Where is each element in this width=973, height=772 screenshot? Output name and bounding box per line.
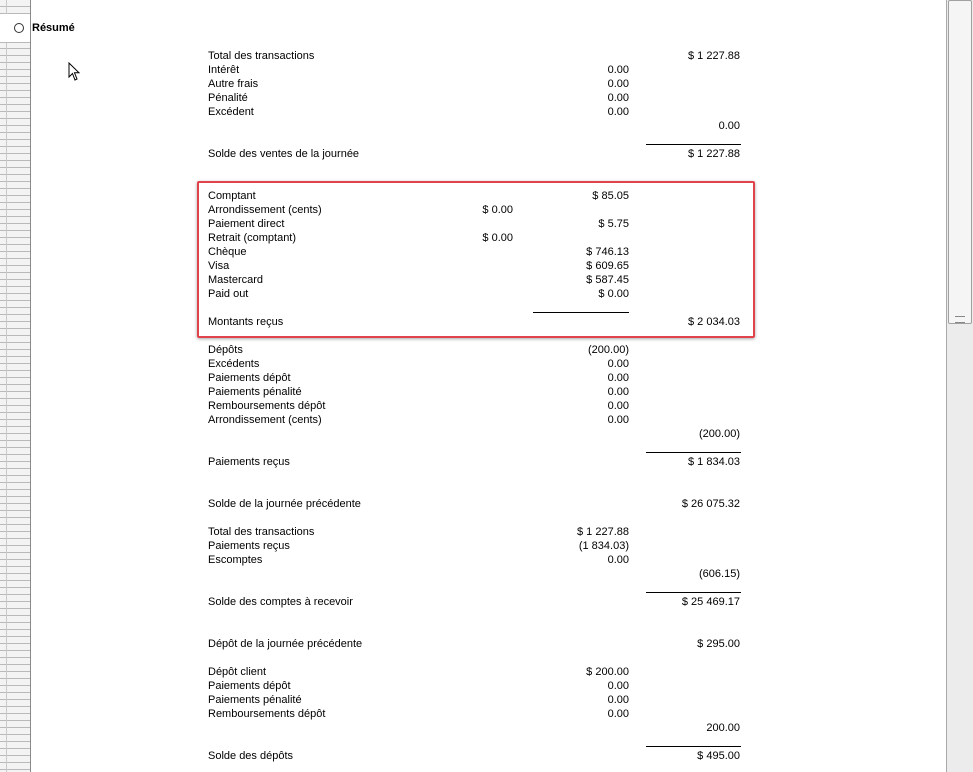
- row-label: Excédent: [208, 106, 254, 118]
- report-row: [208, 385, 748, 399]
- row-label: Arrondissement (cents): [208, 204, 322, 216]
- row-amount: 0.00: [607, 554, 629, 566]
- row-subamount: $ 0.00: [482, 204, 513, 216]
- row-amount: $ 587.45: [586, 274, 629, 286]
- report-row: [208, 189, 748, 203]
- row-amount: 0.00: [607, 78, 629, 90]
- report-row: [208, 315, 748, 329]
- row-amount: 0.00: [607, 106, 629, 118]
- row-gutter: [0, 0, 31, 772]
- row-amount: $ 85.05: [592, 190, 629, 202]
- report-row: [208, 637, 748, 651]
- row-amount: $ 5.75: [598, 218, 629, 230]
- row-total: (606.15): [699, 568, 740, 580]
- row-label: Chèque: [208, 246, 247, 258]
- row-amount: (1 834.03): [578, 540, 629, 552]
- report-row: [208, 455, 748, 469]
- row-label: Paiements pénalité: [208, 386, 302, 398]
- row-amount: $ 1 227.88: [577, 526, 629, 538]
- report-row: [208, 203, 748, 217]
- report-row: [208, 231, 748, 245]
- report-row: [208, 721, 748, 735]
- row-label: Autre frais: [208, 78, 259, 90]
- report-row: [208, 595, 748, 609]
- report-row: [208, 539, 748, 553]
- report-row: [208, 343, 748, 357]
- row-amount: 0.00: [607, 400, 629, 412]
- row-amount: $ 0.00: [598, 288, 629, 300]
- section-title: Résumé: [32, 22, 75, 34]
- row-label: Paiement direct: [208, 218, 285, 230]
- row-total: $ 1 834.03: [688, 456, 740, 468]
- row-label: Mastercard: [208, 274, 264, 286]
- report-row: [208, 567, 748, 581]
- row-label: Paid out: [208, 288, 249, 300]
- report-row: [208, 707, 748, 721]
- report-row: [208, 91, 748, 105]
- report-row: [208, 259, 748, 273]
- row-label: Dépôt client: [208, 666, 267, 678]
- row-total: $ 25 469.17: [681, 596, 740, 608]
- report-row: [208, 77, 748, 91]
- scrollbar-grip-icon: [955, 316, 965, 323]
- report-row: [208, 273, 748, 287]
- row-total: (200.00): [699, 428, 740, 440]
- row-label: Paiements dépôt: [208, 372, 291, 384]
- report-row: [208, 497, 748, 511]
- total-rule: [646, 592, 741, 593]
- row-amount: $ 746.13: [586, 246, 629, 258]
- row-amount: 0.00: [607, 358, 629, 370]
- report-row: [208, 399, 748, 413]
- row-amount: 0.00: [607, 680, 629, 692]
- report-row: [208, 217, 748, 231]
- row-amount: 0.00: [607, 372, 629, 384]
- row-label: Arrondissement (cents): [208, 414, 322, 426]
- report-row: [208, 357, 748, 371]
- row-amount: 0.00: [607, 92, 629, 104]
- total-rule: [646, 746, 741, 747]
- report-row: [208, 679, 748, 693]
- row-label: Retrait (comptant): [208, 232, 297, 244]
- row-label: Solde des comptes à recevoir: [208, 596, 353, 608]
- row-amount: $ 200.00: [586, 666, 629, 678]
- row-total: $ 1 227.88: [688, 50, 740, 62]
- section-radio-icon[interactable]: [14, 23, 24, 33]
- row-total: $ 26 075.32: [681, 498, 740, 510]
- report-row: [208, 287, 748, 301]
- gutter-divider: [6, 0, 7, 772]
- row-label: Solde des ventes de la journée: [208, 148, 360, 160]
- report-row: [208, 147, 748, 161]
- row-label: Excédents: [208, 358, 260, 370]
- scrollbar-thumb[interactable]: [948, 0, 972, 324]
- report-row: [208, 553, 748, 567]
- row-label: Remboursements dépôt: [208, 708, 326, 720]
- vertical-scrollbar[interactable]: [946, 0, 973, 772]
- report-row: [208, 119, 748, 133]
- report-row: [208, 49, 748, 63]
- row-label: Paiements reçus: [208, 456, 290, 468]
- row-amount: 0.00: [607, 64, 629, 76]
- row-total: $ 295.00: [697, 638, 740, 650]
- row-total: $ 495.00: [697, 750, 740, 762]
- report-row: [208, 245, 748, 259]
- row-amount: (200.00): [588, 344, 629, 356]
- subtotal-rule: [533, 312, 629, 313]
- report-row: [208, 525, 748, 539]
- row-label: Intérêt: [208, 64, 240, 76]
- report-row: [208, 413, 748, 427]
- report-row: [208, 105, 748, 119]
- report-row: [208, 749, 748, 763]
- row-label: Paiements pénalité: [208, 694, 302, 706]
- total-rule: [646, 452, 741, 453]
- report-row: [208, 665, 748, 679]
- row-label: Total des transactions: [208, 526, 315, 538]
- report-row: [208, 63, 748, 77]
- row-amount: 0.00: [607, 694, 629, 706]
- row-amount: 0.00: [607, 386, 629, 398]
- row-amount: 0.00: [607, 708, 629, 720]
- report-row: [208, 693, 748, 707]
- mouse-pointer-icon: [68, 62, 82, 82]
- row-label: Pénalité: [208, 92, 248, 104]
- report-row: [208, 427, 748, 441]
- row-subamount: $ 0.00: [482, 232, 513, 244]
- report-row: [208, 371, 748, 385]
- row-label: Montants reçus: [208, 316, 284, 328]
- row-label: Dépôts: [208, 344, 243, 356]
- row-total: $ 1 227.88: [688, 148, 740, 160]
- row-label: Dépôt de la journée précédente: [208, 638, 363, 650]
- row-label: Total des transactions: [208, 50, 315, 62]
- row-label: Comptant: [208, 190, 256, 202]
- row-label: Paiements dépôt: [208, 680, 291, 692]
- row-label: Remboursements dépôt: [208, 400, 326, 412]
- row-amount: 0.00: [607, 414, 629, 426]
- row-total: 200.00: [706, 722, 740, 734]
- row-total: 0.00: [718, 120, 740, 132]
- row-label: Visa: [208, 260, 230, 272]
- row-label: Escomptes: [208, 554, 263, 566]
- row-amount: $ 609.65: [586, 260, 629, 272]
- row-label: Solde des dépôts: [208, 750, 294, 762]
- row-total: $ 2 034.03: [688, 316, 740, 328]
- row-label: Paiements reçus: [208, 540, 290, 552]
- row-label: Solde de la journée précédente: [208, 498, 361, 510]
- total-rule: [646, 144, 741, 145]
